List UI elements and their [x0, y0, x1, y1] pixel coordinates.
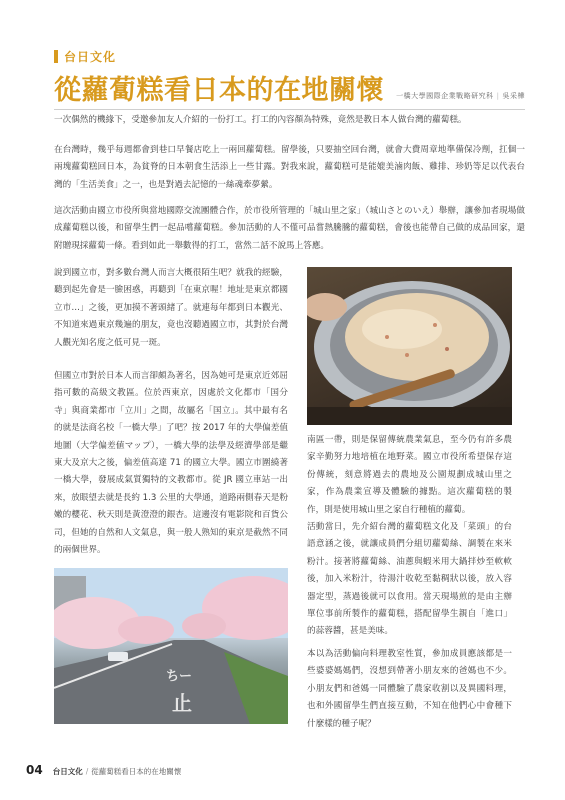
right-column-paragraph-1: 南區一帶，則是保留傳統農業氣息，至今仍有許多農家辛勤努力地培植在地野菜。國立市役所希望保存這份傳統，刻意將過去的農地及公園規劃成城山里之家，作為農業宣導及體驗的據點。這次蘿蔔糕的製作，則是使用城山里之家自行種植的蘿蔔。 — [307, 435, 512, 515]
street-photo — [54, 568, 288, 724]
footer-title: 從蘿蔔糕看日本的在地關懷 — [91, 767, 182, 776]
car — [108, 652, 128, 661]
left-column-paragraph-2: 但國立市對於日本人而言卻頗為著名，因為她可是東京近郊屈指可數的高級文教區。位於西東京，因處於文化都市「国分寺」與商業都市「立川」之間，故屬名「国立」。其中最有名的就是法商名校「一橋大學」了吧？按 2017 年的大學偏差值地圖（大学偏差値マップ），一橋大學的法學及經濟學部是繼東大及京大之後，偏差值高達 71 的國立大學。國立市圍繞著一橋大學，發展成氣質獨特的文教都市。從 JR 國立車站一出來，放眼望去就是長約 1.3 公里的大學通，道路兩側春天是粉嫩的櫻花、秋天則是黃澄澄的銀杏。這邊沒有電影院和百貨公司，但她的自然和人文氣息，與一般人熟知的東京是截然不同的兩個世界。 — [54, 371, 288, 556]
road-marking-2: 止 — [172, 691, 192, 715]
article-title: 從蘿蔔糕看日本的在地關懷 — [54, 75, 384, 106]
article-intro: 一次偶然的機緣下，受邀參加友人介紹的一份打工。打工的內容顏為特殊，竟然是教日本人做台灣的蘿蔔糕。 — [54, 115, 467, 125]
right-column-paragraph-3: 本以為活動偏向料理教室性質，參加成員應該都是一些婆婆媽媽們，沒想到帶著小朋友來的爸媽也不少。小朋友們和爸媽一同體驗了農家收割以及異國料理，也和外國留學生們直接互動，不知在他們心中會種下什麼樣的種子呢？ — [307, 649, 512, 729]
author-byline — [396, 91, 525, 101]
section-tag — [54, 48, 116, 65]
section-tag-label: 台日文化 — [64, 50, 117, 64]
cooking-photo — [307, 267, 512, 425]
page-number: 04 — [26, 763, 43, 777]
left-column-paragraph-1: 說到國立市，對多數台灣人而言大概很陌生吧？就我的經驗，聽到起先會是一臉困惑，再聽到「在東京喔！地址是東京都國立市…」之後，更加摸不著頭緒了。就連每年都到日本觀光、不知道來過東京幾遍的朋友，竟也沒聽過國立市，其對於台灣人觀光知名度之低可見一斑。 — [54, 268, 288, 348]
street-photo-illustration — [54, 568, 288, 724]
byline-divider: | — [496, 92, 500, 100]
footer-separator: / — [85, 767, 89, 776]
cooking-photo-illustration — [307, 267, 512, 425]
section-tag-bar — [54, 50, 58, 63]
right-column-paragraph-2: 活動當日，先介紹台灣的蘿蔔糕文化及「菜頭」的台語意涵之後，就讓成員們分組切蘿蔔絲、調製在來米粉汁。接著將蘿蔔絲、油蔥與蝦米用大鍋拌炒至軟軟後，加入米粉汁，待湯汁收乾至黏稠狀以後，放入容器定型，蒸過後就可以食用。當天現場煎的是由主辦單位事前所製作的蘿蔔糕，搭配留學生親自「進口」的蒜蓉醬，甚是美味。 — [307, 522, 512, 637]
page-footer — [26, 763, 181, 777]
header-divider — [54, 109, 525, 110]
article-paragraph-1: 在台灣時，幾乎每週都會到巷口早餐店吃上一兩回蘿蔔糕。留學後，只要抽空回台灣，就會大費周章地準備保冷劑，扛個一兩塊蘿蔔糕回日本，為貧脊的日本朝食生活添上一些甘露。對我來說，蘿蔔糕可是能媲美滷肉飯、雞排、珍奶等足以代表台灣的「生活美食」之一，也是對過去記憶的一絲魂牽夢縈。 — [54, 145, 525, 190]
road-marking: ちー — [166, 669, 193, 684]
footer-section-tag: 台日文化 — [52, 767, 83, 776]
author-affiliation: 一橋大學國際企業戰略研究科 — [396, 92, 494, 100]
author-name: 吳采樺 — [502, 92, 525, 100]
article-paragraph-2: 這次活動由國立市役所與當地國際交流團體合作，於市役所管理的「城山里之家」（城山さとのいえ）舉辦，讓參加者現場做成蘿蔔糕以後，和留學生們一起品嚐蘿蔔糕。參加活動的人不僅可品嘗熱騰騰的蘿蔔糕，會後也能帶自己做的成品回家，還附贈現採蘿蔔一條。看到如此一舉數得的打工，當然二話不說馬上答應。 — [54, 206, 525, 251]
